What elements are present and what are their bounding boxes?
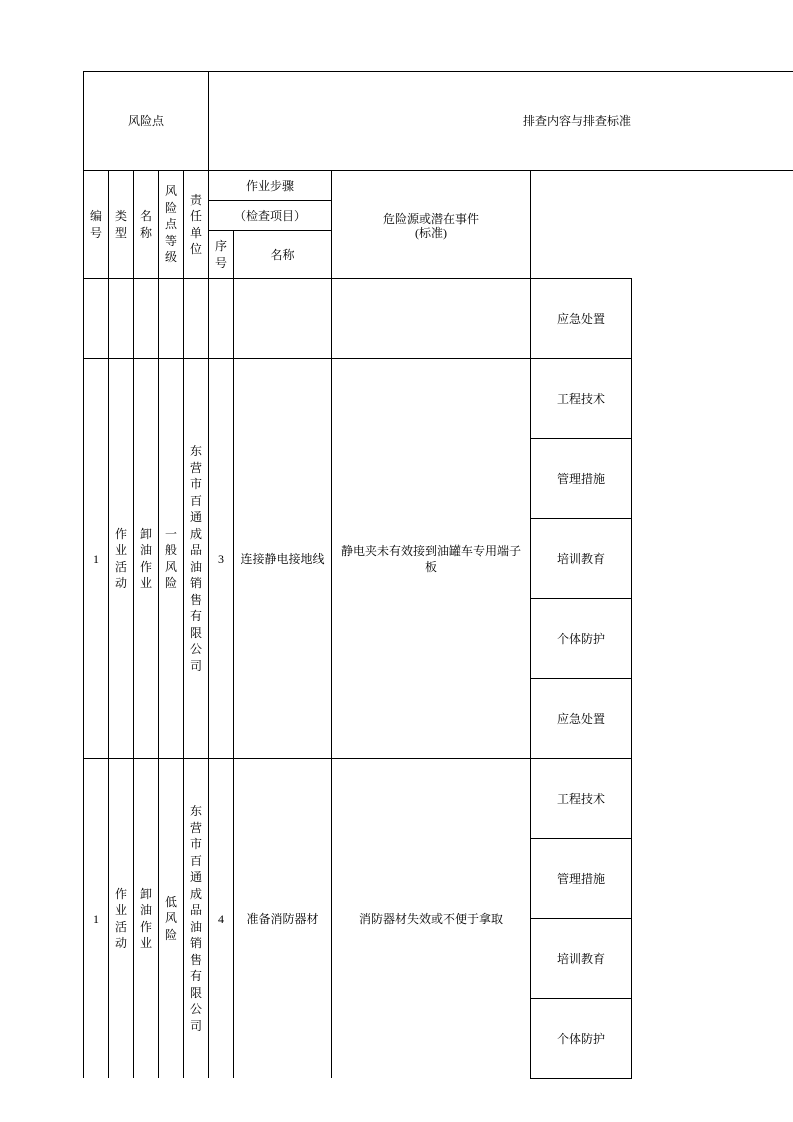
measure-cell	[530, 358, 632, 438]
inspection-label: 排查内容与排查标准	[523, 114, 632, 128]
unit-value: 东营市百通成品油销售有限公司	[189, 804, 202, 1033]
group2-hazard	[331, 758, 530, 1078]
step-value: 连接静电接地线	[240, 551, 325, 566]
col-type-label: 类型	[114, 209, 127, 240]
cell	[108, 278, 133, 358]
group1-level	[158, 358, 183, 758]
col-step-name-header	[233, 230, 331, 278]
hazard-value: 静电夹未有效接到油罐车专用端子板	[340, 543, 521, 574]
group1-name	[133, 358, 158, 758]
measure-cell	[530, 838, 632, 918]
col-step-label: 作业步骤	[245, 178, 294, 193]
name-value: 卸油作业	[139, 886, 152, 950]
hazard-value: 消防器材失效或不便于拿取	[358, 911, 503, 926]
group2-name	[133, 758, 158, 1078]
col-level-header	[158, 170, 183, 278]
group1-no	[83, 358, 108, 758]
group2-step	[233, 758, 331, 1078]
group2-type	[108, 758, 133, 1078]
cell	[158, 278, 183, 358]
seq-value: 3	[218, 551, 224, 566]
col-check-label: （检查项目）	[233, 208, 306, 223]
col-hazard-sub-label: (标准)	[415, 225, 447, 240]
measure-label: 培训教育	[556, 551, 605, 566]
type-value: 作业活动	[114, 886, 127, 950]
header-risk-point	[83, 71, 208, 170]
group1-hazard	[331, 358, 530, 758]
group2-no	[83, 758, 108, 1078]
measure-label: 应急处置	[556, 711, 605, 726]
col-name-label: 名称	[139, 209, 152, 240]
group1-seq	[208, 358, 233, 758]
name-value: 卸油作业	[139, 526, 152, 590]
risk-point-label: 风险点	[127, 114, 164, 128]
col-hazard-header	[331, 170, 530, 278]
measure-cell	[530, 918, 632, 998]
group1-unit	[183, 358, 208, 758]
cell	[133, 278, 158, 358]
col-type-header	[108, 170, 133, 278]
cell	[331, 278, 530, 358]
col-name-header	[133, 170, 158, 278]
measure-cell	[530, 758, 632, 838]
col-step-header	[208, 170, 331, 200]
measure-cell	[530, 678, 632, 758]
cell	[233, 278, 331, 358]
measure-label: 应急处置	[556, 311, 605, 326]
no-value: 1	[93, 911, 99, 926]
measure-cell	[530, 998, 632, 1079]
measure-cell	[530, 278, 632, 358]
col-unit-label: 责任单位	[189, 192, 202, 256]
col-no-label: 编号	[89, 209, 102, 240]
seq-value: 4	[218, 911, 224, 926]
group1-type	[108, 358, 133, 758]
level-value: 低风险	[164, 894, 177, 942]
group2-level	[158, 758, 183, 1078]
type-value: 作业活动	[114, 526, 127, 590]
col-unit-header	[183, 170, 208, 278]
measure-cell	[530, 438, 632, 518]
step-value: 准备消防器材	[246, 911, 319, 926]
measure-label: 管理措施	[556, 471, 605, 486]
no-value: 1	[93, 551, 99, 566]
measure-label: 工程技术	[556, 791, 605, 806]
col-measure-header	[530, 170, 793, 278]
col-seq-header	[208, 230, 233, 278]
measure-cell	[530, 598, 632, 678]
col-level-label: 风险点等级	[164, 184, 177, 265]
measure-label: 个体防护	[556, 1031, 605, 1046]
col-hazard-label: 危险源或潜在事件	[382, 211, 479, 226]
group2-unit	[183, 758, 208, 1078]
level-value: 一般风险	[164, 526, 177, 590]
col-no-header	[83, 170, 108, 278]
col-seq-label: 序号	[214, 239, 227, 270]
measure-label: 个体防护	[556, 631, 605, 646]
cell	[208, 278, 233, 358]
col-step-name-label: 名称	[270, 247, 295, 262]
unit-value: 东营市百通成品油销售有限公司	[189, 444, 202, 673]
cell	[83, 278, 108, 358]
cell	[183, 278, 208, 358]
measure-cell	[530, 518, 632, 598]
group2-seq	[208, 758, 233, 1078]
measure-label: 培训教育	[556, 951, 605, 966]
col-check-header	[208, 200, 331, 230]
group1-step	[233, 358, 331, 758]
header-inspection	[208, 71, 793, 170]
measure-label: 工程技术	[556, 391, 605, 406]
measure-label: 管理措施	[556, 871, 605, 886]
